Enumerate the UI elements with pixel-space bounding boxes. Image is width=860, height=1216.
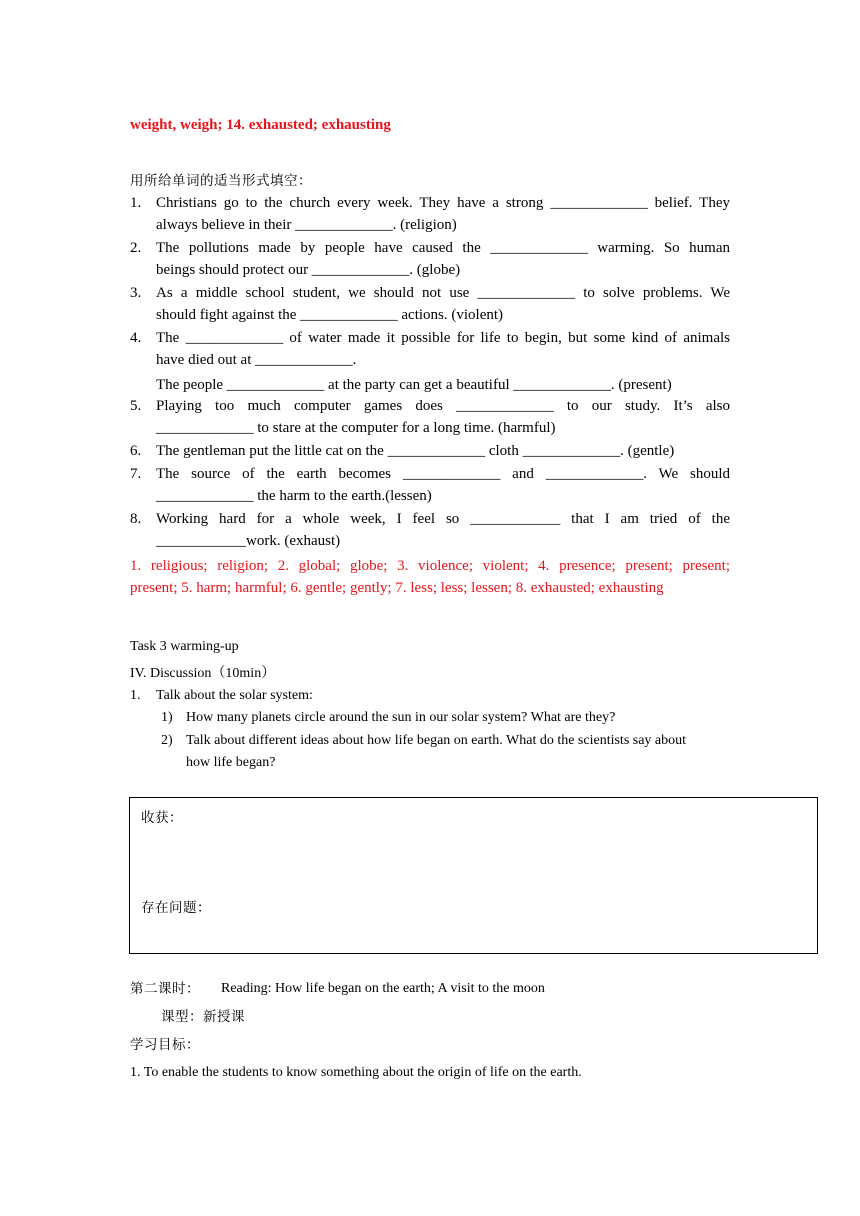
reflection-box [129,797,818,954]
lesson-2-title: Reading: How life began on the earth; A visit to the moon [221,981,545,996]
item-number: 6. [130,443,142,459]
sub-item-1-text: How many planets circle around the sun in our solar system? What are they? [186,710,616,725]
discussion-item-text: Talk about the solar system: [156,688,313,703]
item-number: 4. [130,330,142,346]
lesson-2-label: 第二课时： [130,981,200,997]
item-5-line-2: _____________ to stare at the computer for a long time. (harmful) [156,420,556,436]
item-7-line-2: _____________ the harm to the earth.(lessen) [156,488,432,504]
sub-item-number: 2) [161,733,173,748]
lesson-type: 课型：新授课 [161,1009,245,1025]
sub-item-2-line-1: Talk about different ideas about how life began on earth. What do the scientists say about [186,733,687,748]
item-4-line-2: have died out at _____________. [156,352,357,368]
item-4-line-3: The people _____________ at the party can get a beautiful _____________. (present) [156,377,672,393]
gain-label: 收获： [141,810,183,826]
item-number: 2. [130,240,142,256]
item-number: 7. [130,466,142,482]
discussion-item-number: 1. [130,688,141,703]
item-number: 1. [130,195,142,211]
discussion-heading: IV. Discussion（10min） [130,666,276,681]
item-number: 3. [130,285,142,301]
item-1-line-2: always believe in their _____________. (religion) [156,217,457,233]
item-1-line-1: Christians go to the church every week. They have a strong _____________ belief. They [156,195,730,211]
item-3-line-1: As a middle school student, we should not use _____________ to solve problems. We [156,285,730,301]
answer-line-top: weight, weigh; 14. exhausted; exhausting [130,117,391,133]
item-5-line-1: Playing too much computer games does _____________ to our study. It’s also [156,398,730,414]
objective-1: 1. To enable the students to know something about the origin of life on the earth. [130,1065,582,1080]
answer-key-line-2: present; 5. harm; harmful; 6. gentle; gently; 7. less; less; lessen; 8. exhausted; exhausting [130,580,664,596]
item-number: 8. [130,511,142,527]
sub-item-2-line-2: how life began? [186,755,276,770]
item-8-line-1: Working hard for a whole week, I feel so ____________ that I am tried of the [156,511,730,527]
task-3-heading: Task 3 warming-up [130,639,239,654]
item-6-line-1: The gentleman put the little cat on the _____________ cloth _____________. (gentle) [156,443,675,459]
item-8-line-2: ____________work. (exhaust) [156,533,341,549]
item-4-line-1: The _____________ of water made it possible for life to begin, but some kind of animals [156,330,730,346]
item-2-line-2: beings should protect our _____________. (globe) [156,262,461,278]
item-7-line-1: The source of the earth becomes _____________ and _____________. We should [156,466,730,482]
answer-key-line-1: 1. religious; religion; 2. global; globe; 3. violence; violent; 4. presence; present; present; [130,558,730,574]
item-2-line-1: The pollutions made by people have caused the _____________ warming. So human [156,240,730,256]
problems-label: 存在问题： [141,900,211,916]
sub-item-number: 1) [161,710,173,725]
item-number: 5. [130,398,142,414]
exercise-instruction: 用所给单词的适当形式填空： [130,173,312,189]
item-3-line-2: should fight against the _____________ actions. (violent) [156,307,504,323]
objectives-label: 学习目标： [130,1037,200,1053]
